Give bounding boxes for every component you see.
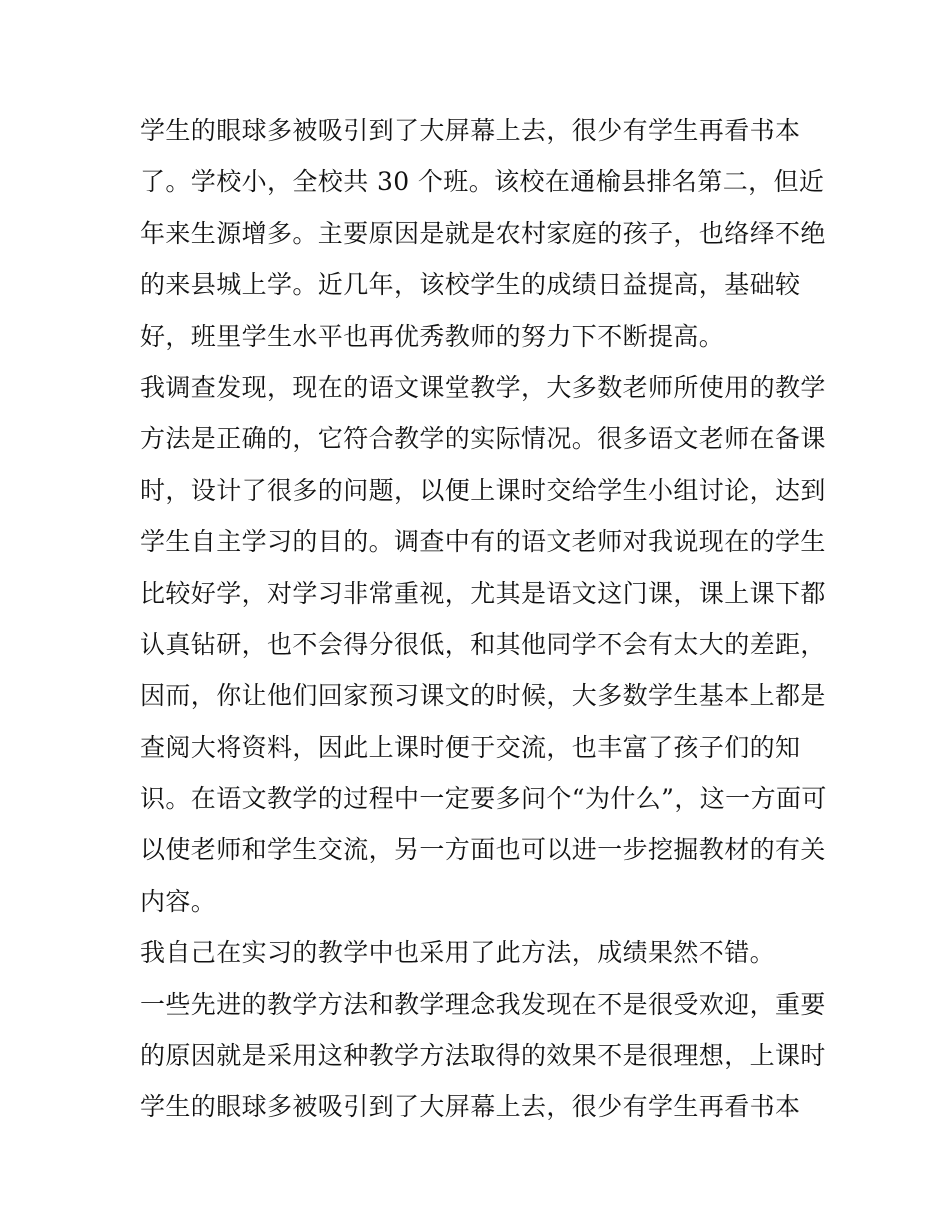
- text-line: 时，设计了很多的问题，以便上课时交给学生小组讨论，达到: [140, 475, 826, 505]
- text-line: 查阅大将资料，因此上课时便于交流，也丰富了孩子们的知: [140, 732, 801, 762]
- text-line: 年来生源增多。主要原因是就是农村家庭的孩子，也络绎不绝: [140, 218, 826, 248]
- text-line: 学生的眼球多被吸引到了大屏幕上去，很少有学生再看书本: [140, 1092, 801, 1122]
- text-line: 方法是正确的，它符合教学的实际情况。很多语文老师在备课: [140, 424, 826, 454]
- text-line: 因而，你让他们回家预习课文的时候，大多数学生基本上都是: [140, 681, 826, 711]
- text-line: 比较好学，对学习非常重视，尤其是语文这门课，课上课下都: [140, 578, 826, 608]
- text-line: 的来县城上学。近几年，该校学生的成绩日益提高，基础较: [140, 270, 801, 300]
- text-line: 好，班里学生水平也再优秀教师的努力下不断提高。: [140, 321, 725, 351]
- body-text: [140, 105, 827, 1133]
- text-line: 内容。: [140, 886, 217, 916]
- text-line: 以使老师和学生交流，另一方面也可以进一步挖掘教材的有关: [140, 835, 826, 865]
- text-line: 学生自主学习的目的。调查中有的语文老师对我说现在的学生: [140, 527, 826, 557]
- text-line: 识。在语文教学的过程中一定要多问个“为什么”，这一方面可: [140, 784, 827, 814]
- text-line: 一些先进的教学方法和教学理念我发现在不是很受欢迎，重要: [140, 989, 826, 1019]
- text-line: 了。学校小，全校共 30 个班。该校在通榆县排名第二，但近: [140, 167, 825, 197]
- text-line: 我自己在实习的教学中也采用了此方法，成绩果然不错。: [140, 938, 776, 968]
- text-line: 认真钻研，也不会得分很低，和其他同学不会有太大的差距，: [140, 629, 826, 659]
- text-line: 我调查发现，现在的语文课堂教学，大多数老师所使用的教学: [140, 372, 826, 402]
- text-line: 学生的眼球多被吸引到了大屏幕上去，很少有学生再看书本: [140, 116, 801, 145]
- text-line: 的原因就是采用这种教学方法取得的效果不是很理想，上课时: [140, 1041, 826, 1071]
